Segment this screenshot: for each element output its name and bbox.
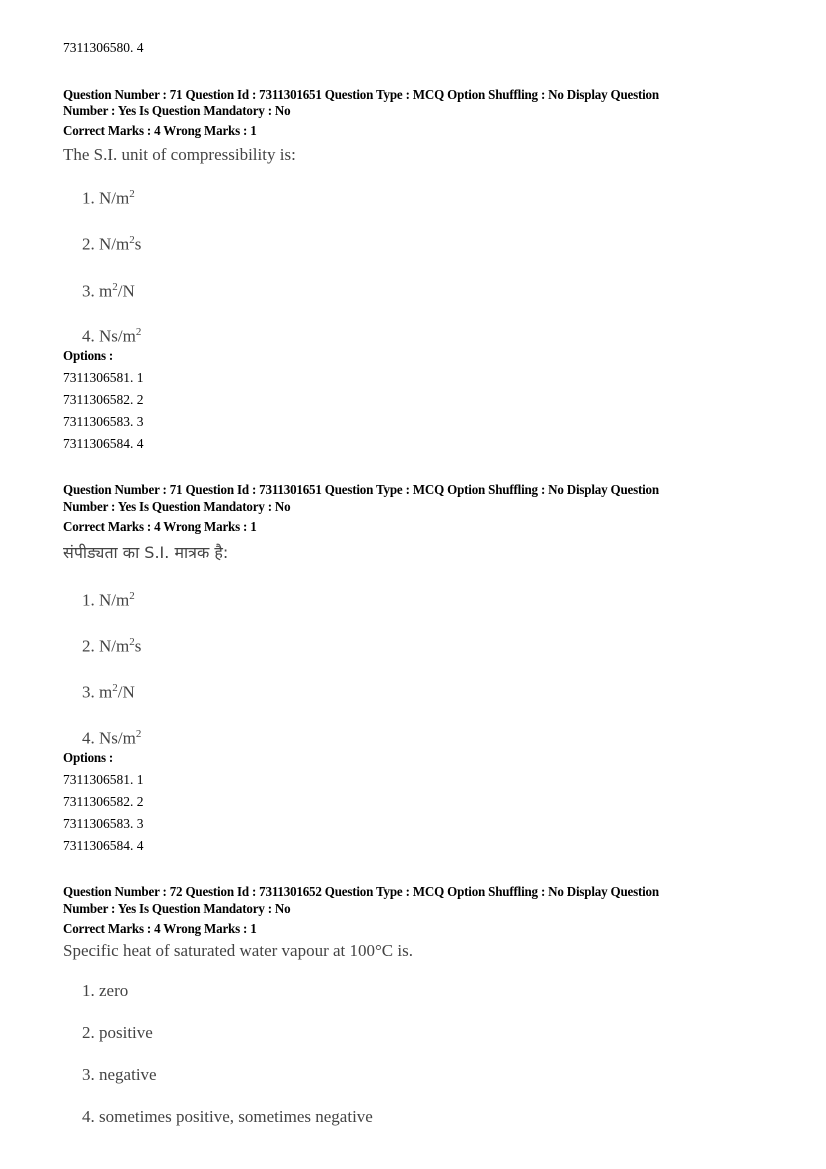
- question-header: Question Number : 71 Question Id : 7311301651 Question Type : MCQ Option Shuffling : No Display Question: [63, 88, 659, 103]
- question-marks: Correct Marks : 4 Wrong Marks : 1: [63, 520, 257, 535]
- option: 4. $Ns/m^2$: [82, 728, 142, 748]
- option: 4. sometimes positive, sometimes negative: [82, 1107, 373, 1126]
- question-text: The S.I. unit of compressibility is:: [63, 145, 296, 164]
- option-id: 7311306581. 1: [63, 370, 144, 385]
- previous-option-id: 7311306580. 4: [63, 40, 144, 55]
- question-header: Number : Yes Is Question Mandatory : No: [63, 902, 291, 917]
- option-id: 7311306584. 4: [63, 838, 144, 853]
- option: 3. $m^2/N$: [82, 682, 135, 702]
- option: 4. $Ns/m^2$: [82, 326, 142, 346]
- option-id: 7311306581. 1: [63, 772, 144, 787]
- option: 2. positive: [82, 1023, 153, 1042]
- question-header: Question Number : 72 Question Id : 7311301652 Question Type : MCQ Option Shuffling : No Display Question: [63, 885, 659, 900]
- option: 1. $N/m^2$: [82, 590, 135, 610]
- question-marks: Correct Marks : 4 Wrong Marks : 1: [63, 922, 257, 937]
- option: 2. $N/m^2s$: [82, 636, 142, 656]
- question-marks: Correct Marks : 4 Wrong Marks : 1: [63, 124, 257, 139]
- option: 1. zero: [82, 981, 129, 1000]
- option-id: 7311306583. 3: [63, 414, 144, 429]
- option: 2. $N/m^2s$: [82, 234, 142, 254]
- options-label: Options :: [63, 349, 114, 364]
- options-label: Options :: [63, 751, 114, 766]
- question-header: Number : Yes Is Question Mandatory : No: [63, 500, 291, 515]
- option-id: 7311306582. 2: [63, 392, 144, 407]
- question-header: Question Number : 71 Question Id : 7311301651 Question Type : MCQ Option Shuffling : No Display Question: [63, 483, 659, 498]
- option: 1. $N/m^2$: [82, 188, 135, 208]
- option: 3. $m^2/N$: [82, 281, 135, 301]
- option-id: 7311306582. 2: [63, 794, 144, 809]
- question-header: Number : Yes Is Question Mandatory : No: [63, 104, 291, 119]
- question-text: संपीड्यता का S.I. मात्रक है:: [63, 543, 229, 562]
- option-id: 7311306584. 4: [63, 436, 144, 451]
- option-id: 7311306583. 3: [63, 816, 144, 831]
- question-text: Specific heat of saturated water vapour at 100°C is.: [63, 941, 413, 960]
- option: 3. negative: [82, 1065, 157, 1084]
